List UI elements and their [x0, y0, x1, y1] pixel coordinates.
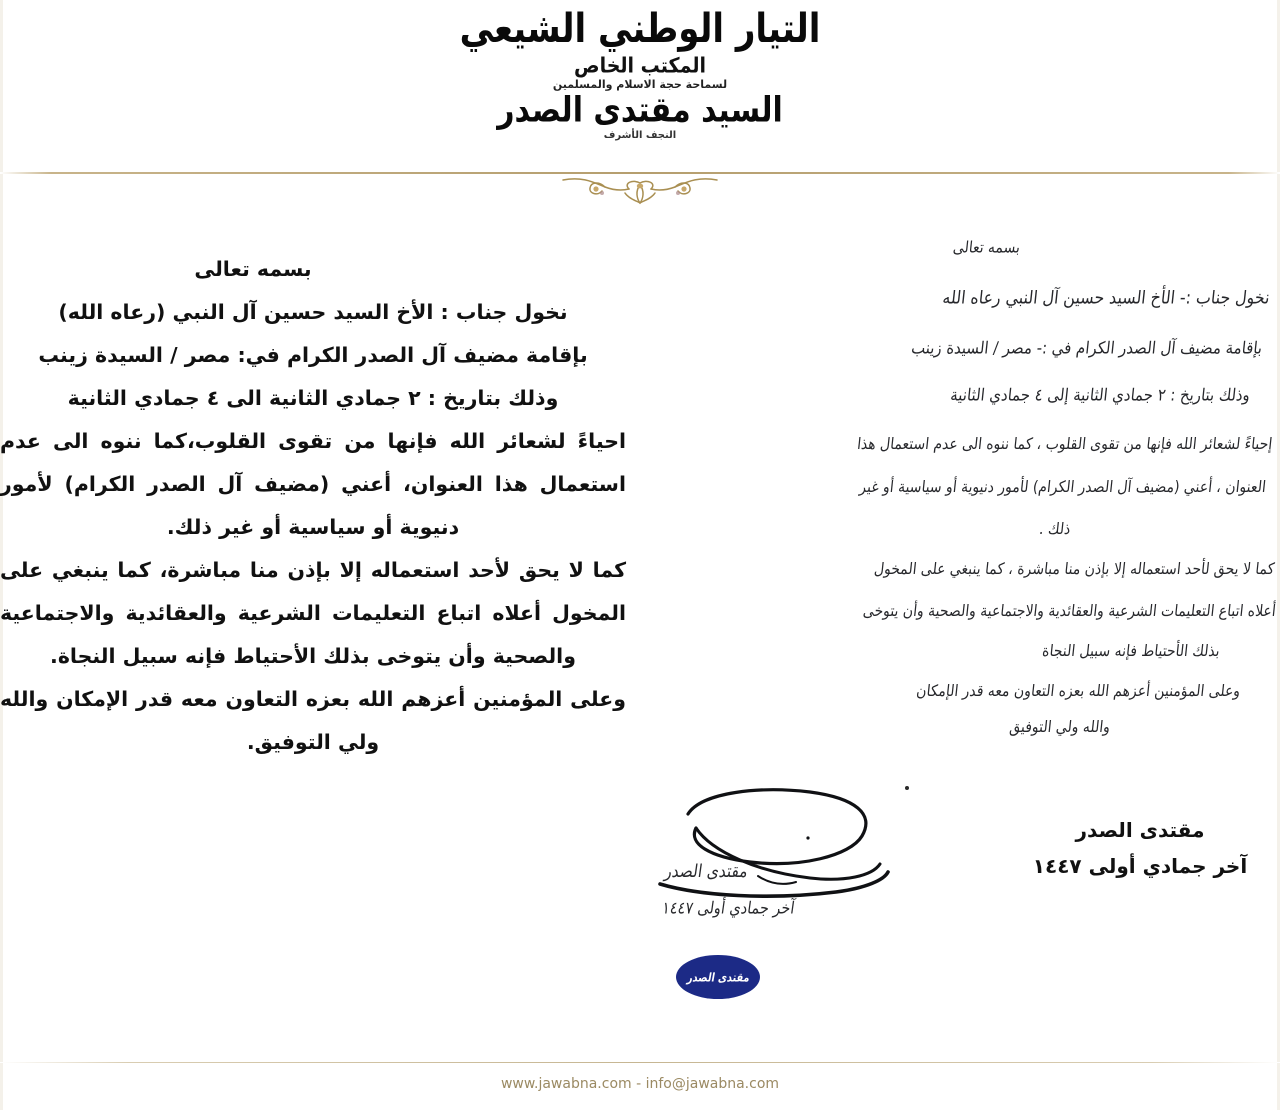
ink-speck [905, 786, 909, 790]
handwritten-line-10: وعلى المؤمنين أعزهم الله بعزه التعاون معه قدر الإمكان [915, 681, 1241, 701]
letterhead [0, 0, 1280, 168]
handwritten-line-3: وذلك بتاريخ : ٢ جمادي الثانية إلى ٤ جمادي الثانية [949, 384, 1252, 405]
typed-paragraph-3: وعلى المؤمنين أعزهم الله بعزه التعاون معه قدر الإمكان والله ولي التوفيق. [0, 687, 626, 754]
official-seal-stamp [676, 955, 760, 999]
handwritten-line-4: إحياءً لشعائر الله فإنها من تقوى القلوب ، كما ننوه الى عدم استعمال هذا [855, 434, 1273, 454]
handwritten-line-9: بذلك الأحتياط فإنه سبيل النجاة [1041, 641, 1221, 661]
letterhead-office: المكتب الخاص [574, 53, 706, 79]
handwritten-signature-name: مقتدى الصدر [663, 861, 750, 883]
handwritten-line-8: أعلاه اتباع التعليمات الشرعية والعقائدية والاجتماعية والصحية وأن يتوخى [862, 601, 1277, 621]
typed-letter-body [0, 248, 648, 764]
footer-website-contact: www.jawabna.com - info@jawabna.com [500, 1076, 780, 1092]
floral-divider-ornament [555, 173, 725, 207]
handwritten-line-6: ذلك . [1037, 519, 1071, 539]
typed-line-2: بإقامة مضيف آل الصدر الكرام في: مصر / السيدة زينب [38, 343, 588, 367]
handwritten-signature-date: آخر جمادي أولى ١٤٤٧ [660, 897, 796, 918]
typed-signature-date: آخر جمادي أولى ١٤٤٧ [1032, 854, 1248, 878]
letterhead-for-whom: لسماحة حجة الاسلام والمسلمين [552, 78, 728, 92]
typed-basmala: بسمه تعالى [194, 257, 312, 281]
footer-divider-rule [0, 1062, 1280, 1063]
handwritten-basmala: بسمه تعالى [951, 237, 1021, 257]
letterhead-person-name: السيد مقتدى الصدر [497, 90, 783, 131]
seal-text: مقتدى الصدر [685, 969, 751, 985]
handwritten-line-11: والله ولي التوفيق [1008, 717, 1111, 737]
typed-line-1: نخول جناب : الأخ السيد حسين آل النبي (رعاه الله) [58, 300, 568, 324]
seal-ellipse-shape [676, 955, 760, 999]
handwritten-line-1: نخول جناب :- الأخ السيد حسين آل النبي رعاه الله [941, 287, 1272, 309]
letterhead-organization: التيار الوطني الشيعي [459, 5, 821, 53]
typed-signature-name: مقتدى الصدر [1075, 818, 1205, 842]
typed-paragraph-1: احياءً لشعائر الله فإنها من تقوى القلوب،كما ننوه الى عدم استعمال هذا العنوان، أعني (مضيف آل الصدر الكرام) لأمور دنيوية أو سياسية أو غير ذلك. [0, 429, 626, 539]
handwritten-line-5: العنوان ، أعني (مضيف آل الصدر الكرام) لأمور دنيوية أو سياسية أو غير [858, 477, 1267, 497]
typed-line-3: وذلك بتاريخ : ٢ جمادي الثانية الى ٤ جمادي الثانية [67, 386, 559, 410]
handwritten-line-7: كما لا يحق لأحد استعماله إلا بإذن منا مباشرة ، كما ينبغي على المخول [872, 559, 1275, 579]
typed-paragraph-2: كما لا يحق لأحد استعماله إلا بإذن منا مباشرة، كما ينبغي على المخول أعلاه اتباع التعليمات الشرعية والعقائدية والاجتماعية والصحية وأن يتوخى بذلك الأحتياط فإنه سبيل النجاة. [0, 558, 626, 668]
handwritten-line-2: بإقامة مضيف آل الصدر الكرام في :- مصر / السيدة زينب [910, 337, 1264, 358]
letterhead-city: النجف الأشرف [603, 130, 677, 142]
